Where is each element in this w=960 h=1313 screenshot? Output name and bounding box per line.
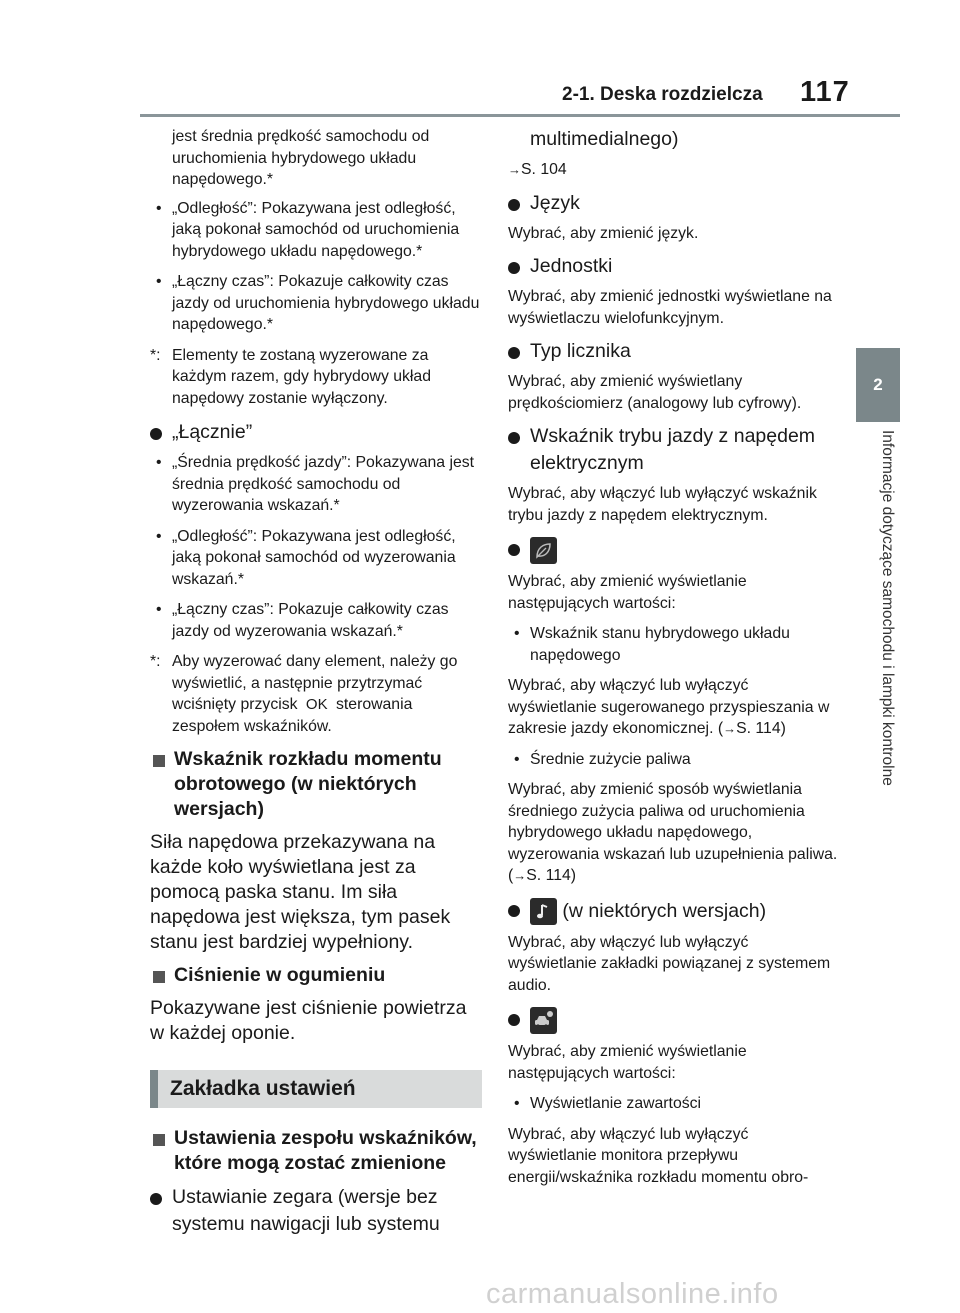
music-note-icon bbox=[530, 898, 557, 925]
reference-text: S. 114) bbox=[736, 720, 786, 737]
paragraph: Wybrać, aby włączyć lub wyłączyć wyświetlanie monitora przepływu energii/wskaźnika rozkładu momentu obro- bbox=[508, 1125, 809, 1186]
reference-text: S. 104 bbox=[521, 161, 567, 178]
subheading-clock bbox=[150, 1184, 482, 1238]
arrow-icon: → bbox=[508, 162, 521, 177]
section-title: Zakładka ustawień bbox=[170, 1077, 356, 1100]
bullet-dot-icon bbox=[508, 199, 520, 211]
list-item-text: „Średnia prędkość jazdy”: Pokazywana jest średnia prędkość samochodu od wyzerowania wskazań.* bbox=[172, 454, 475, 514]
bullet-dot-icon bbox=[508, 262, 520, 274]
paragraph bbox=[508, 779, 838, 887]
paragraph: Wybrać, aby zmienić wyświetlanie następujących wartości: bbox=[508, 573, 747, 612]
subheading-lacznie bbox=[150, 419, 482, 446]
left-column bbox=[150, 126, 482, 1244]
paragraph: Wybrać, aby zmienić jednostki wyświetlane na wyświetlaczu wielofunkcyjnym. bbox=[508, 288, 832, 327]
paragraph-text: Wybrać, aby włączyć lub wyłączyć wyświetlanie sugerowanego przyspieszania w zakresie jazdy ekonomicznej. ( bbox=[508, 677, 830, 737]
subheading-language bbox=[508, 190, 838, 217]
subheading-text: Jednostki bbox=[530, 255, 613, 277]
footnote-text: Elementy te zostaną wyzerowane za każdym razem, gdy hybrydowy układ napędowy zostanie wyłączony. bbox=[172, 346, 431, 407]
list-item: • Wskaźnik stanu hybrydowego układu napędowego bbox=[514, 625, 790, 664]
paragraph bbox=[508, 675, 838, 740]
subheading-ev-indicator bbox=[508, 423, 838, 477]
bullet-dot-icon bbox=[508, 1014, 520, 1026]
subheading-meter-type bbox=[508, 338, 838, 365]
square-bullet-icon bbox=[153, 755, 165, 767]
car-info-icon bbox=[530, 1007, 557, 1034]
subheading-text: Język bbox=[530, 191, 580, 214]
paragraph: Wybrać, aby zmienić wyświetlanie następujących wartości: bbox=[508, 1043, 747, 1082]
leaf-icon bbox=[530, 537, 557, 564]
paragraph-text: Wybrać, aby zmienić sposób wyświetlania średniego zużycia paliwa od uruchomienia hybrydowego układu napędowego, wyzerowania wskazań lub uzupełnienia paliwa. ( bbox=[508, 781, 838, 884]
heading-torque-indicator bbox=[150, 747, 482, 822]
paragraph: Wybrać, aby włączyć lub wyłączyć wskaźnik trybu jazdy z napędem elektrycznym. bbox=[508, 485, 817, 524]
bullet-dot-icon bbox=[508, 905, 520, 917]
list-item: • „Odległość”: Pokazywana jest odległość, jaką pokonał samochód od uruchomienia hybrydowego układu napędowego.* bbox=[156, 199, 460, 260]
bullet-dot-icon bbox=[508, 347, 520, 359]
reference-text: S. 114) bbox=[526, 867, 577, 884]
subheading-text: multimedialnego) bbox=[530, 128, 679, 150]
footnote-mark: *: bbox=[150, 653, 161, 670]
heading-tire-pressure bbox=[150, 963, 482, 988]
subheading-text: (w niektórych wersjach) bbox=[562, 899, 767, 922]
arrow-icon: → bbox=[723, 721, 737, 736]
list-item-text: Wyświetlanie zawartości bbox=[530, 1095, 702, 1112]
list-item-text: „Łączny czas”: Pokazuje całkowity czas jazdy od wyzerowania wskazań.* bbox=[172, 601, 449, 640]
footnote-mark: *: bbox=[150, 346, 161, 364]
heading-text: Ciśnienie w ogumieniu bbox=[174, 964, 386, 986]
subheading-text: Wskaźnik trybu jazdy z napędem elektrycznym bbox=[530, 425, 816, 474]
bullet-dot-icon bbox=[150, 1193, 162, 1205]
subheading-text: Typ licznika bbox=[530, 340, 631, 362]
list-item: • Średnie zużycie paliwa bbox=[514, 750, 691, 768]
square-bullet-icon bbox=[153, 1134, 165, 1146]
footnote-text: Aby wyzerować dany element, należy go wyświetlić, a następnie przytrzymać wciśnięty przycisk bbox=[172, 653, 458, 713]
list-item: • „Średnia prędkość jazdy”: Pokazywana jest średnia prędkość samochodu od wyzerowania wskazań.* bbox=[156, 454, 475, 514]
footnote bbox=[150, 345, 482, 410]
list-item-text: Średnie zużycie paliwa bbox=[530, 750, 691, 768]
arrow-icon: → bbox=[513, 868, 527, 883]
list-item-text: „Odległość”: Pokazywana jest odległość, jaką pokonał samochód od uruchomienia hybrydowego układu napędowego.* bbox=[172, 199, 460, 260]
ok-button-icon: OK bbox=[305, 696, 328, 713]
heading-text: Ustawienia zespołu wskaźników, które mogą zostać zmienione bbox=[174, 1127, 477, 1174]
subheading-units bbox=[508, 253, 838, 280]
paragraph: Wybrać, aby włączyć lub wyłączyć wyświetlanie zakładki powiązanej z systemem audio. bbox=[508, 933, 831, 994]
bullet-dot-icon bbox=[508, 544, 520, 556]
subheading-vehicle-info bbox=[508, 1005, 838, 1035]
page-reference bbox=[508, 159, 838, 181]
footnote-text: sterowania zespołem wskaźników. bbox=[172, 696, 413, 735]
section-title-band bbox=[150, 1070, 482, 1108]
chapter-tab[interactable]: 2 bbox=[856, 348, 900, 422]
subheading-audio bbox=[508, 896, 838, 926]
list-item: • „Łączny czas”: Pokazuje całkowity czas jazdy od wyzerowania wskazań.* bbox=[156, 601, 449, 640]
bullet-dot-icon bbox=[508, 432, 520, 444]
chapter-side-text: Informacje dotyczące samochodu i lampki kontrolne bbox=[879, 430, 896, 786]
list-item-text: Wskaźnik stanu hybrydowego układu napędowego bbox=[530, 625, 790, 664]
paragraph: Pokazywane jest ciśnienie powietrza w każdej oponie. bbox=[150, 997, 467, 1044]
list-item: • „Odległość”: Pokazywana jest odległość, jaką pokonał samochód od wyzerowania wskazań.* bbox=[156, 527, 456, 588]
header-rule bbox=[140, 114, 900, 117]
right-column bbox=[508, 126, 838, 1197]
list-item: • Wyświetlanie zawartości bbox=[514, 1095, 702, 1112]
list-item: • „Łączny czas”: Pokazuje całkowity czas jazdy od uruchomienia hybrydowego układu napędowego.* bbox=[156, 273, 480, 333]
paragraph: Wybrać, aby zmienić wyświetlany prędkościomierz (analogowy lub cyfrowy). bbox=[508, 373, 802, 412]
paragraph: Wybrać, aby zmienić język. bbox=[508, 224, 699, 242]
footnote bbox=[150, 651, 482, 737]
watermark: carmanualsonline.info bbox=[486, 1278, 779, 1310]
square-bullet-icon bbox=[153, 971, 165, 983]
list-item-text: „Łączny czas”: Pokazuje całkowity czas jazdy od uruchomienia hybrydowego układu napędowego.* bbox=[172, 273, 480, 333]
page-number: 117 bbox=[800, 76, 850, 108]
list-item-text: „Odległość”: Pokazywana jest odległość, jaką pokonał samochód od wyzerowania wskazań.* bbox=[172, 527, 456, 588]
subheading-eco bbox=[508, 535, 838, 565]
paragraph: Siła napędowa przekazywana na każde koło wyświetlana jest za pomocą paska stanu. Im siła napędowa jest większa, tym pasek stanu jest bardziej wypełniony. bbox=[150, 831, 451, 953]
header-title: 2-1. Deska rozdzielcza bbox=[562, 84, 763, 105]
subheading-text: „Łącznie” bbox=[172, 421, 253, 443]
subheading-continued bbox=[508, 126, 838, 153]
heading-settings bbox=[150, 1126, 482, 1176]
paragraph: jest średnia prędkość samochodu od uruchomienia hybrydowego układu napędowego.* bbox=[172, 128, 430, 188]
heading-text: Wskaźnik rozkładu momentu obrotowego (w niektórych wersjach) bbox=[174, 748, 442, 820]
subheading-text: Ustawianie zegara (wersje bez systemu nawigacji lub systemu bbox=[172, 1186, 440, 1235]
bullet-dot-icon bbox=[150, 428, 162, 440]
